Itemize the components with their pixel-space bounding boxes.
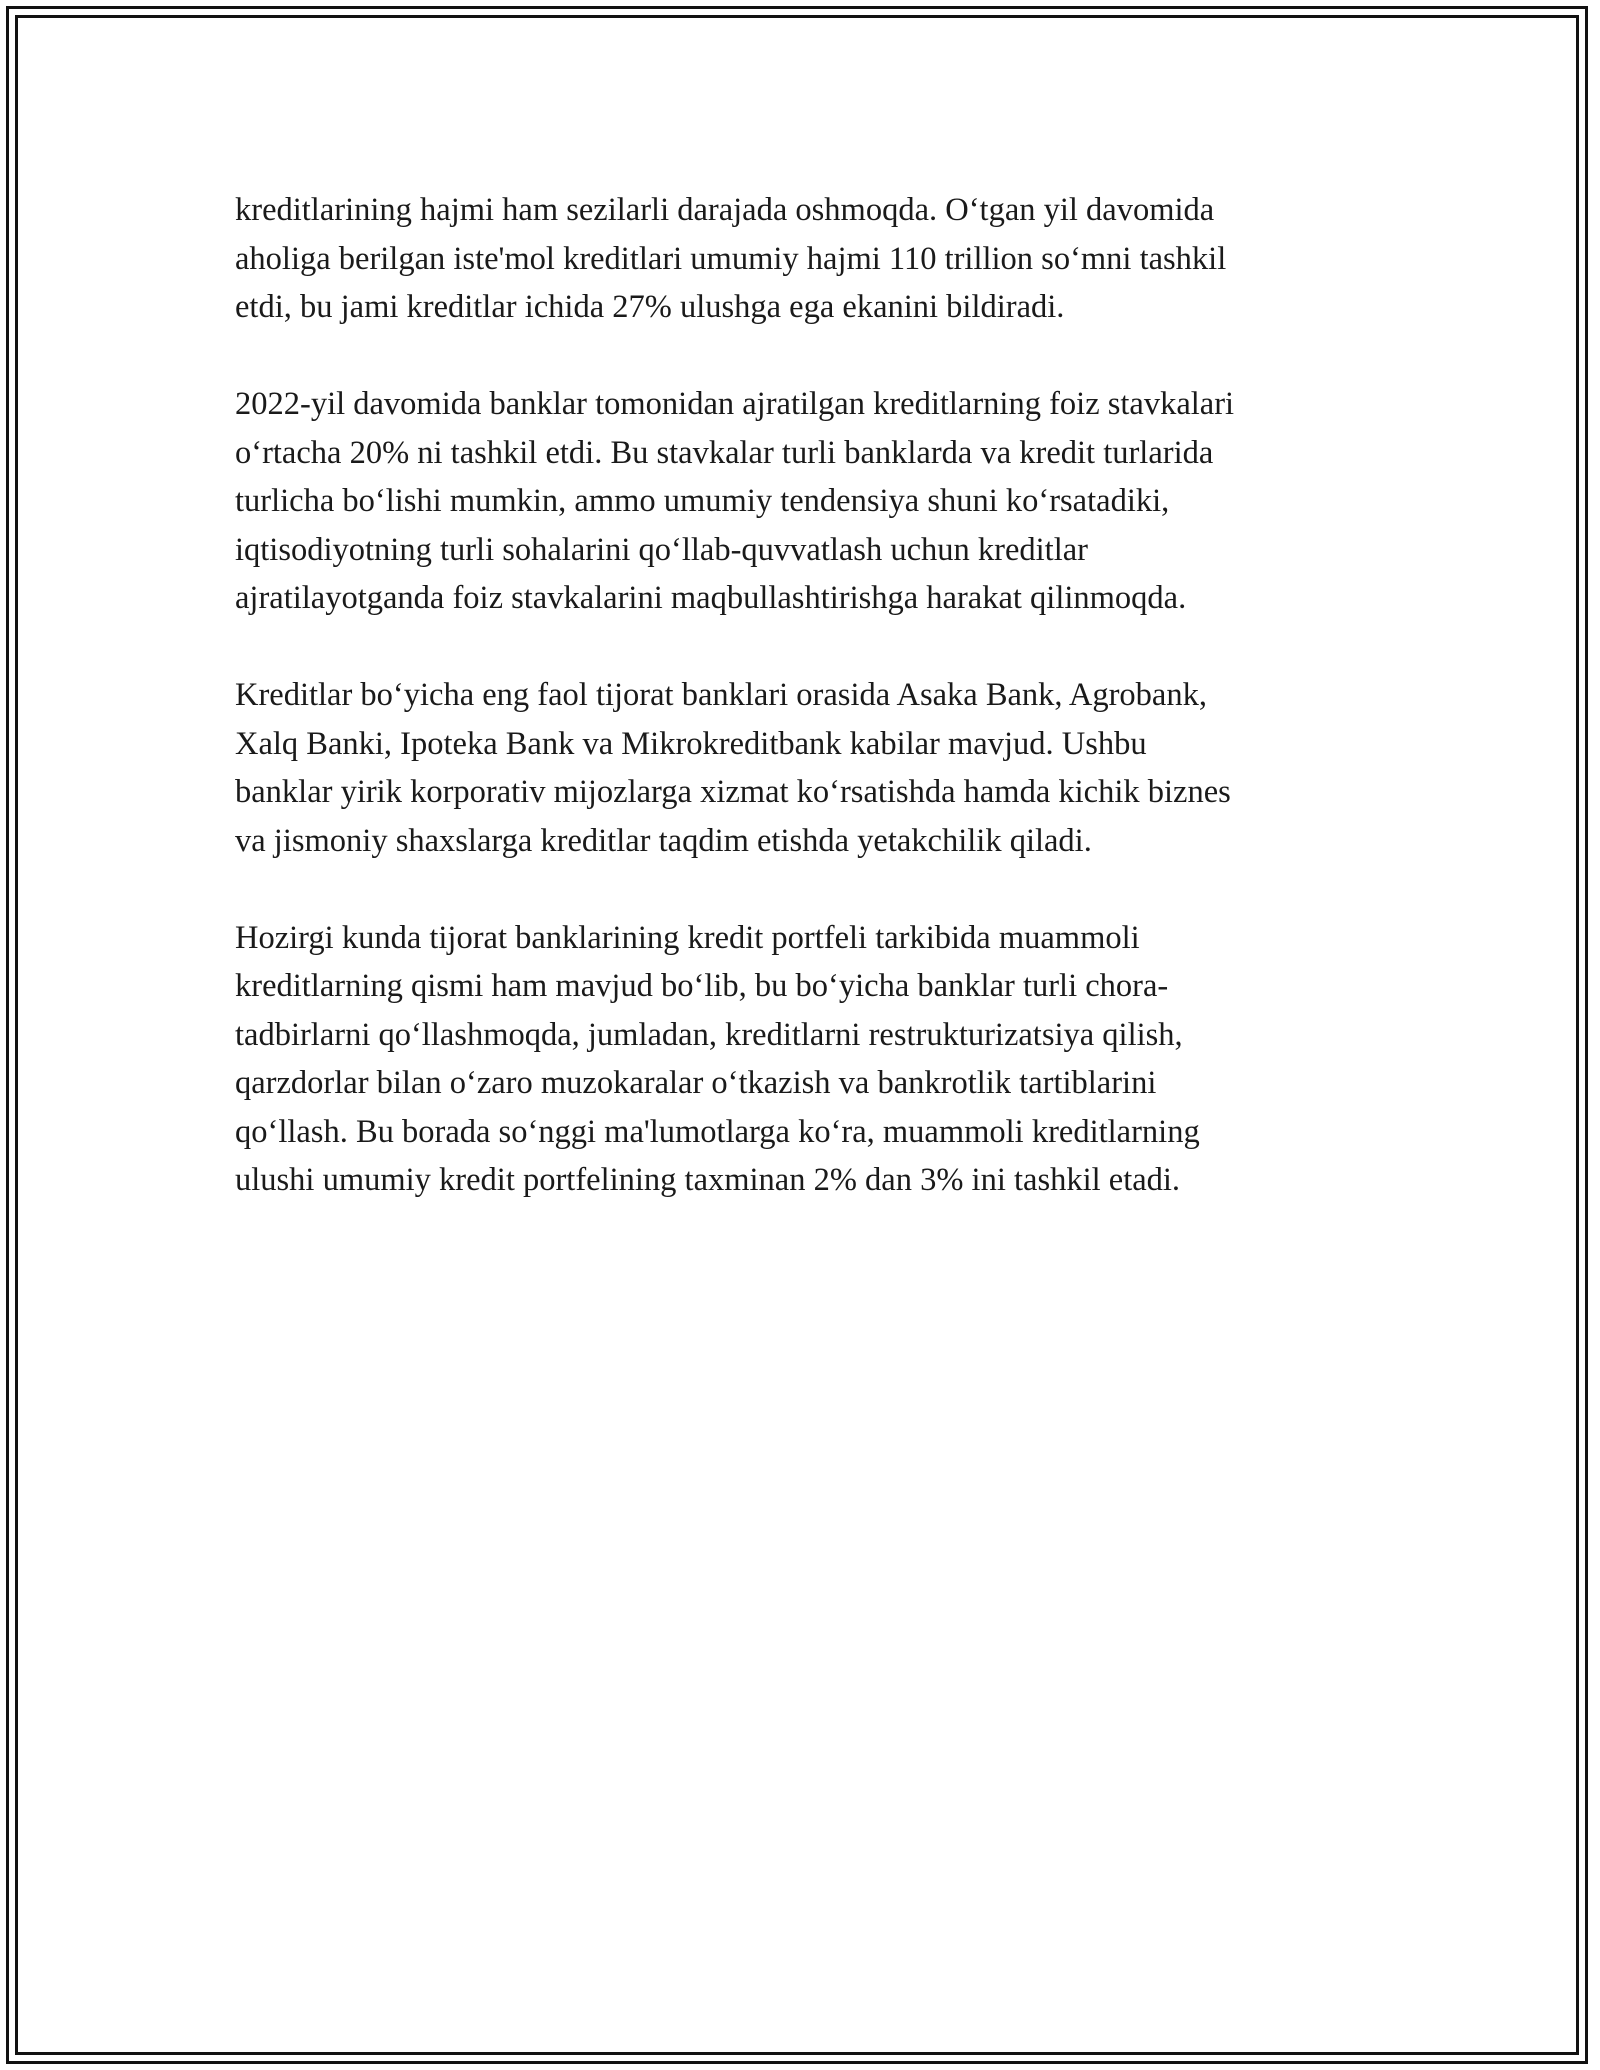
- paragraph-3: Kreditlar bo‘yicha eng faol tijorat banklari orasida Asaka Bank, Agrobank, Xalq Banki, Ipoteka Bank va Mikrokreditbank kabilar mavjud. Ushbu banklar yirik korporativ mijozlarga xizmat ko‘rsatishda hamda kichik biznes va jismoniy shaxslarga kreditlar taqdim etishda yetakchilik qiladi.: [235, 677, 1231, 859]
- paragraph-2: 2022-yil davomida banklar tomonidan ajratilgan kreditlarning foiz stavkalari o‘rtacha 20% ni tashkil etdi. Bu stavkalar turli banklarda va kredit turlarida turlicha bo‘lishi mumkin, ammo umumiy tendensiya shuni ko‘rsatadiki, iqtisodiyotning turli sohalarini qo‘llab-quvvatlash uchun kreditlar ajratilayotganda foiz stavkalarini maqbullashtirishga harakat qilinmoqda.: [235, 386, 1235, 616]
- paragraph-1: kreditlarining hajmi ham sezilarli darajada oshmoqda. O‘tgan yil davomida aholiga berilgan iste'mol kreditlari umumiy hajmi 110 trillion so‘mni tashkil etdi, bu jami kreditlar ichida 27% ulushga ega ekanini bildiradi.: [235, 192, 1227, 325]
- paragraph-4: Hozirgi kunda tijorat banklarining kredit portfeli tarkibida muammoli kreditlarning qismi ham mavjud bo‘lib, bu bo‘yicha banklar turli chora- tadbirlarni qo‘llashmoqda, jumladan, kreditlarni restrukturizatsiya qilish, qarzdorlar bilan o‘zaro muzokaralar o‘tkazish va bankrotlik tartiblarini qo‘llash. Bu borada so‘nggi ma'lumotlarga ko‘ra, muammoli kreditlarning ulushi umumiy kredit portfelining taxminan 2% dan 3% ini tashkil etadi.: [235, 919, 1200, 1198]
- document-body: [235, 186, 1375, 1253]
